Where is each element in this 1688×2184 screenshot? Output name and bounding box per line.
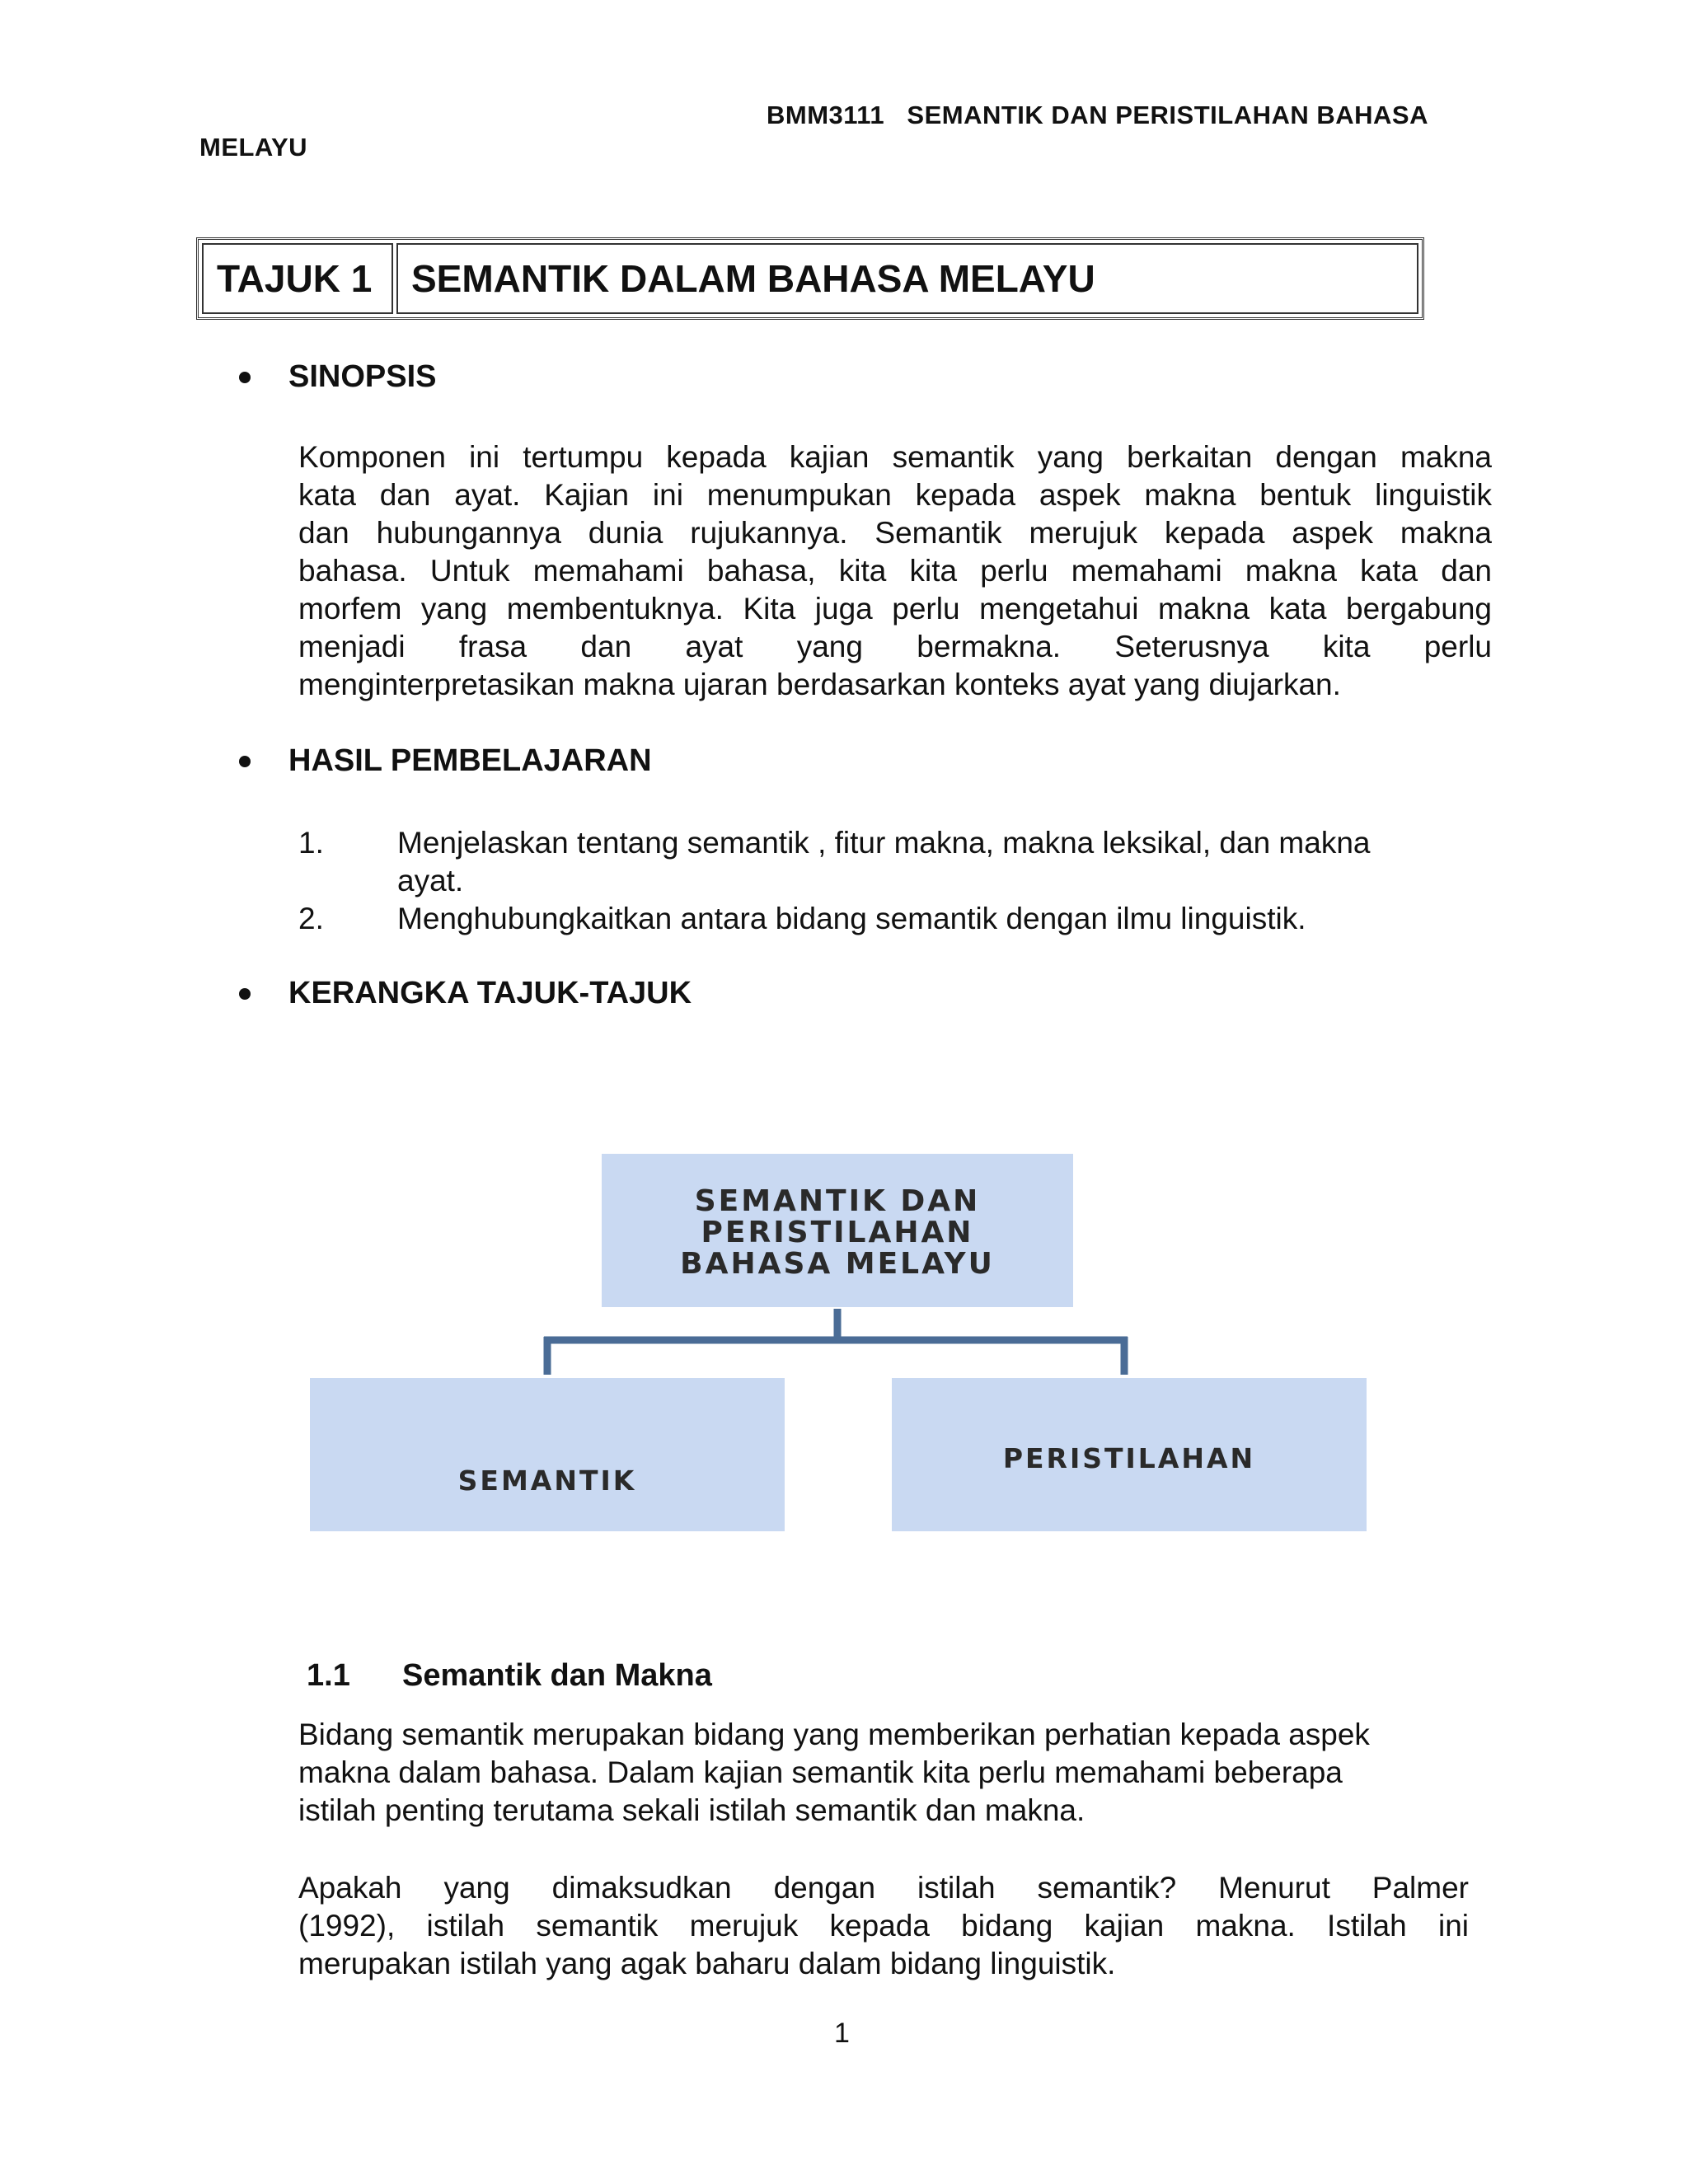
diagram-root-line: BAHASA MELAYU	[680, 1247, 995, 1281]
bullet-icon	[239, 372, 251, 383]
list-item	[298, 900, 1492, 938]
list-item-text: Menghubungkaitkan antara bidang semantik dengan ilmu linguistik.	[397, 902, 1306, 935]
sinopsis-line: menginterpretasikan makna ujaran berdasarkan konteks ayat yang diujarkan.	[298, 668, 1341, 701]
sinopsis-line: Komponen ini tertumpu kepada kajian semantik yang berkaitan dengan makna	[298, 440, 1492, 474]
diagram-root-line: PERISTILAHAN	[701, 1216, 974, 1249]
sinopsis-line: kata dan ayat. Kajian ini menumpukan kepada aspek makna bentuk linguistik	[298, 478, 1492, 512]
hasil-heading-text: HASIL PEMBELAJARAN	[288, 743, 652, 778]
bullet-icon	[239, 988, 251, 1000]
learning-outcomes-list	[298, 824, 1492, 938]
topic-number: TAJUK 1	[202, 243, 393, 314]
section-title: Semantik dan Makna	[402, 1658, 712, 1693]
hasil-heading	[239, 743, 652, 779]
list-item	[298, 824, 1492, 900]
paragraph-line: makna dalam bahasa. Dalam kajian semantik kita perlu memahami beberapa	[298, 1755, 1343, 1789]
section-heading	[307, 1658, 712, 1694]
header-course-title-continued: MELAYU	[199, 133, 308, 162]
topic-name: SEMANTIK DALAM BAHASA MELAYU	[396, 243, 1418, 314]
paragraph-line: Bidang semantik merupakan bidang yang memberikan perhatian kepada aspek	[298, 1718, 1370, 1751]
sinopsis-line: dan hubungannya dunia rujukannya. Semantik merujuk kepada aspek makna	[298, 516, 1492, 550]
kerangka-heading	[239, 976, 692, 1011]
diagram-root-line: SEMANTIK DAN	[694, 1184, 981, 1218]
list-item-number: 1.	[298, 826, 324, 860]
sinopsis-line: morfem yang membentuknya. Kita juga perlu mengetahui makna kata bergabung	[298, 592, 1492, 626]
list-item-text: Menjelaskan tentang semantik , fitur makna, makna leksikal, dan makna ayat.	[397, 826, 1371, 898]
paragraph-line: (1992), istilah semantik merujuk kepada bidang kajian makna. Istilah ini	[298, 1909, 1469, 1943]
sinopsis-paragraph	[298, 438, 1492, 704]
bullet-icon	[239, 756, 251, 767]
section-paragraph-1	[298, 1716, 1469, 1830]
diagram-box-semantik	[310, 1378, 785, 1531]
paragraph-line: istilah penting terutama sekali istilah semantik dan makna.	[298, 1793, 1085, 1827]
paragraph-line: Apakah yang dimaksudkan dengan istilah semantik? Menurut Palmer	[298, 1871, 1469, 1905]
diagram-box-label: SEMANTIK	[457, 1465, 637, 1497]
sinopsis-line: bahasa. Untuk memahami bahasa, kita kita perlu memahami makna kata dan	[298, 554, 1492, 588]
topic-title-table	[196, 237, 1424, 320]
sinopsis-line: menjadi frasa dan ayat yang bermakna. Seterusnya kita perlu	[298, 630, 1492, 663]
header-course-title: BMM3111 SEMANTIK DAN PERISTILAHAN BAHASA	[767, 101, 1428, 129]
diagram-box-peristilahan	[892, 1378, 1367, 1531]
diagram-box-label: PERISTILAHAN	[1002, 1442, 1256, 1474]
sinopsis-heading	[239, 359, 437, 395]
list-item-number: 2.	[298, 902, 324, 935]
paragraph-line: merupakan istilah yang agak baharu dalam bidang linguistik.	[298, 1947, 1116, 1980]
sinopsis-heading-text: SINOPSIS	[288, 359, 437, 394]
kerangka-heading-text: KERANGKA TAJUK-TAJUK	[288, 976, 692, 1010]
section-paragraph-2	[298, 1869, 1469, 1983]
page-number: 1	[834, 2018, 850, 2049]
section-number: 1.1	[307, 1658, 350, 1693]
diagram-root-box	[602, 1154, 1073, 1307]
